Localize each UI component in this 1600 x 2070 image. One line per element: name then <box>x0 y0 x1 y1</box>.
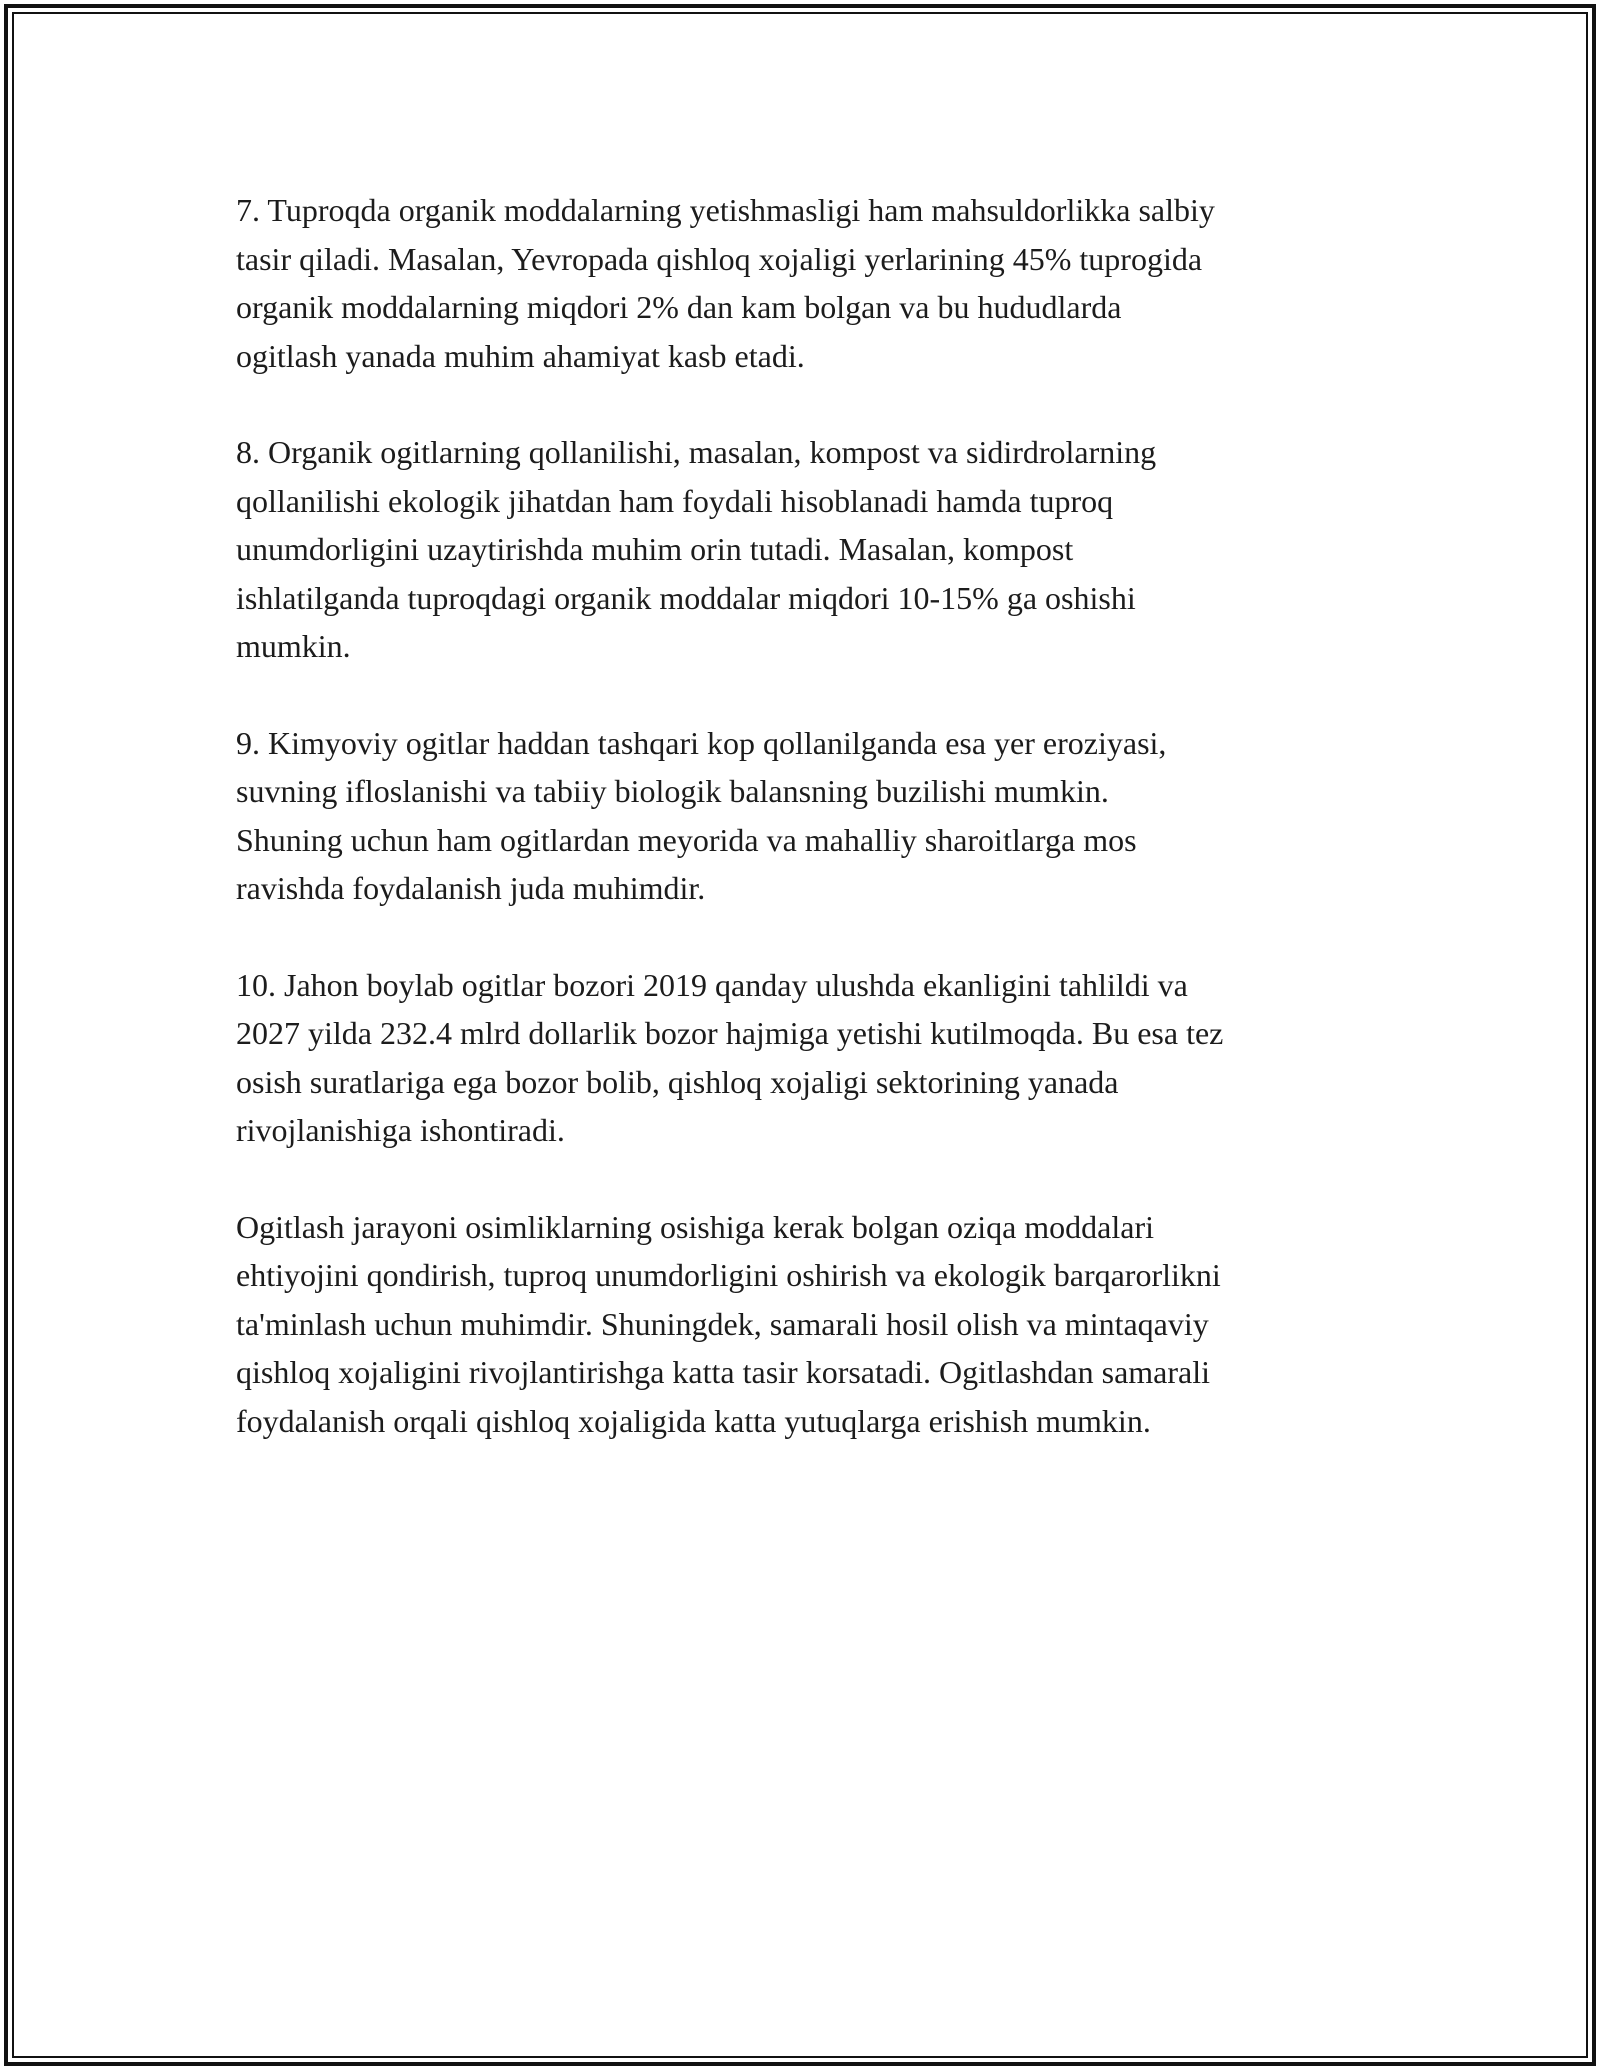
paragraph-item-7: 7. Tuproqda organik moddalarning yetishmasligi ham mahsuldorlikka salbiy tasir qiladi. Masalan, Yevropada qishloq xojaligi yerlarining 45% tuprogida organik moddalarning miqdori 2% dan kam bolgan va bu hududlarda ogitlash yanada muhim ahamiyat kasb etadi. <box>236 192 1215 374</box>
paragraph-item-10: 10. Jahon boylab ogitlar bozori 2019 qanday ulushda ekanligini tahlildi va 2027 yilda 232.4 mlrd dollarlik bozor hajmiga yetishi kutilmoqda. Bu esa tez osish suratlariga ega bozor bolib, qishloq xojaligi sektorining yanada rivojlanishiga ishontiradi. <box>236 966 1224 1148</box>
paragraph-item-8: 8. Organik ogitlarning qollanilishi, masalan, kompost va sidirdrolarning qollanilishi ekologik jihatdan ham foydali hisoblanadi hamda tuproq unumdorligini uzaytirishda muhim orin tutadi. Masalan, kompost ishlatilganda tuproqdagi organik moddalar miqdori 10-15% ga oshishi mumkin. <box>236 434 1157 664</box>
conclusion-paragraph: Ogitlash jarayoni osimliklarning osishiga kerak bolgan oziqa moddalari ehtiyojini qondirish, tuproq unumdorligini oshirish va ekologik barqarorlikni ta'minlash uchun muhimdir. Shuningdek, samarali hosil olish va mintaqaviy qishloq xojaligini rivojlantirishga katta tasir korsatadi. Ogitlashdan samarali foydalanish orqali qishloq xojaligida katta yutuqlarga erishish mumkin. <box>236 1208 1221 1439</box>
paragraph-item-9: 9. Kimyoviy ogitlar haddan tashqari kop qollanilganda esa yer eroziyasi, suvning ifloslanishi va tabiiy biologik balansning buzilishi mumkin. Shuning uchun ham ogitlardan meyorida va mahalliy sharoitlarga mos ravishda foydalanish juda muhimdir. <box>236 724 1167 906</box>
document-body <box>236 186 1372 1493</box>
